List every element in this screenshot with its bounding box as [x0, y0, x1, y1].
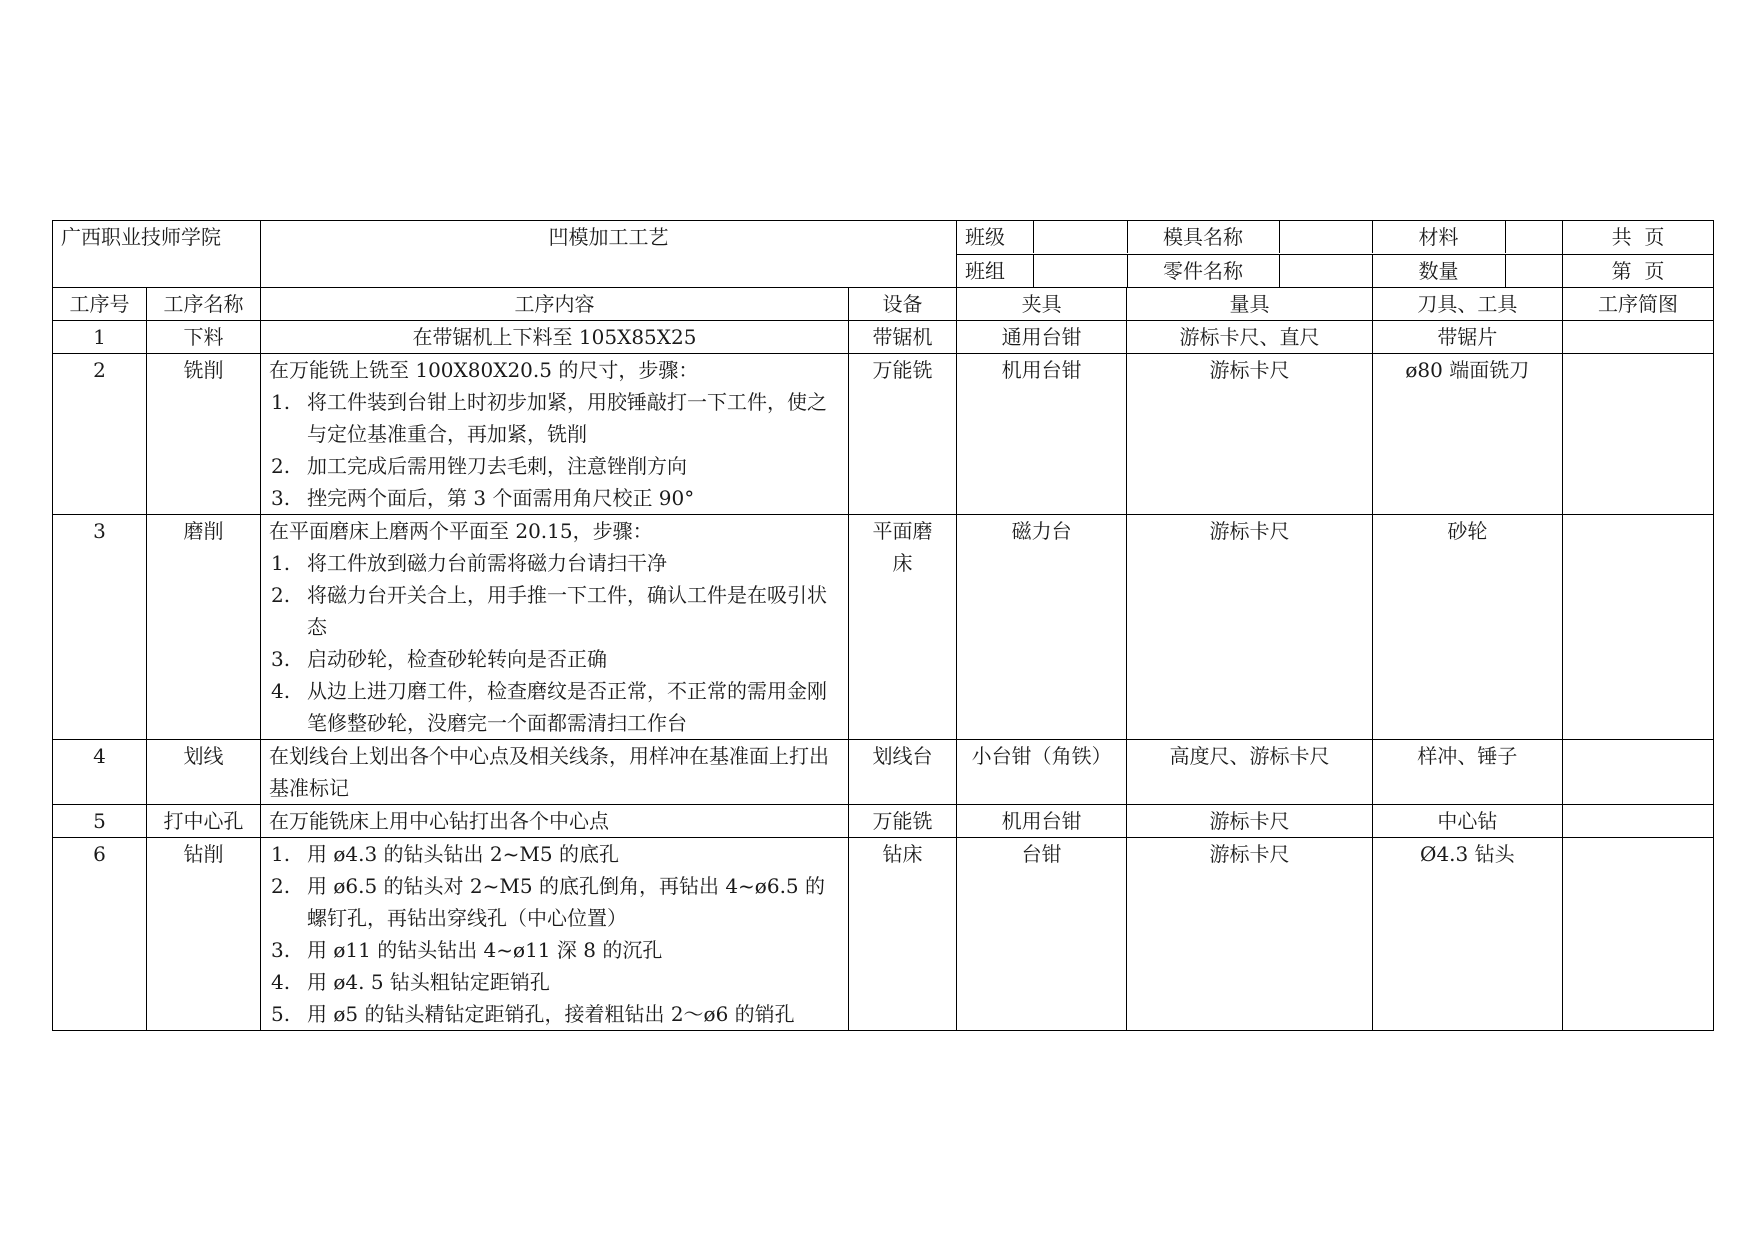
step-content: [261, 354, 849, 515]
step-tools: 砂轮: [1372, 515, 1562, 740]
step-equipment: 划线台: [849, 740, 957, 805]
step-tools: ø80 端面铣刀: [1372, 354, 1562, 515]
step-name: 打中心孔: [147, 805, 261, 838]
part-name-label: 零件名称: [1127, 255, 1279, 287]
step-fixture: 磁力台: [957, 515, 1127, 740]
step-fixture: 机用台钳: [957, 805, 1127, 838]
col-step-no: 工序号: [53, 288, 147, 321]
group-value: [1033, 255, 1127, 287]
material-value: [1506, 221, 1563, 253]
step-tools: 中心钻: [1372, 805, 1562, 838]
step-sketch: [1563, 354, 1714, 515]
document-title: 凹模加工工艺: [261, 221, 957, 288]
process-card-table: [52, 220, 1714, 1031]
table-row: [53, 805, 1714, 838]
institution-name: 广西职业技师学院: [53, 221, 261, 288]
mold-name-label: 模具名称: [1127, 221, 1279, 253]
total-pages-label: 共 页: [1563, 221, 1714, 255]
step-fixture: 台钳: [957, 838, 1127, 1031]
step-no: 6: [53, 838, 147, 1031]
step-no: 1: [53, 321, 147, 354]
col-gauge: 量具: [1127, 288, 1372, 321]
list-item: [269, 966, 840, 998]
step-list: [269, 547, 840, 739]
step-gauge: 游标卡尺、直尺: [1127, 321, 1372, 354]
col-sketch: 工序简图: [1563, 288, 1714, 321]
table-row: [53, 838, 1714, 1031]
table-row: [53, 354, 1714, 515]
list-item: [269, 450, 840, 482]
list-number: 2.: [271, 454, 291, 478]
column-header-row: [53, 288, 1714, 321]
info-subtable-top: [957, 221, 1562, 253]
list-item: [269, 675, 840, 739]
step-name: 划线: [147, 740, 261, 805]
step-tools: Ø4.3 钻头: [1372, 838, 1562, 1031]
step-sketch: [1563, 321, 1714, 354]
list-number: 3.: [271, 938, 291, 962]
list-item: [269, 934, 840, 966]
list-text: 用 ø5 的钻头精钻定距销孔，接着粗钻出 2～ø6 的销孔: [307, 1002, 795, 1026]
step-list: [269, 386, 840, 514]
material-cell: [1372, 221, 1562, 253]
list-number: 2.: [271, 874, 291, 898]
step-sketch: [1563, 740, 1714, 805]
quantity-value: [1506, 255, 1563, 287]
page-label: 第 页: [1563, 254, 1714, 288]
list-item: [269, 643, 840, 675]
info-subtable-bottom: [957, 255, 1562, 287]
list-item: [269, 998, 840, 1030]
list-item: [269, 386, 840, 450]
step-no: 3: [53, 515, 147, 740]
list-number: 2.: [271, 583, 291, 607]
step-no: 4: [53, 740, 147, 805]
step-sketch: [1563, 838, 1714, 1031]
col-equipment: 设备: [849, 288, 957, 321]
info-block-top: [957, 221, 1563, 255]
step-tools: 样冲、锤子: [1372, 740, 1562, 805]
list-number: 4.: [271, 679, 291, 703]
step-equipment: 钻床: [849, 838, 957, 1031]
list-text: 用 ø6.5 的钻头对 2~M5 的底孔倒角，再钻出 4~ø6.5 的螺钉孔，再钻出穿线孔（中心位置）: [307, 874, 826, 930]
col-content: 工序内容: [261, 288, 849, 321]
step-equipment: 带锯机: [849, 321, 957, 354]
part-name-value: [1279, 255, 1372, 287]
list-item: [269, 482, 840, 514]
step-name: 钻削: [147, 838, 261, 1031]
step-name: 下料: [147, 321, 261, 354]
quantity-label: 数量: [1373, 255, 1506, 287]
step-tools: 带锯片: [1372, 321, 1562, 354]
list-text: 将工件装到台钳上时初步加紧，用胶锤敲打一下工件，使之与定位基准重合，再加紧，铣削: [307, 390, 827, 446]
step-equipment: 万能铣: [849, 805, 957, 838]
step-gauge: 游标卡尺: [1127, 805, 1372, 838]
step-content: 在划线台上划出各个中心点及相关线条，用样冲在基准面上打出基准标记: [261, 740, 849, 805]
list-text: 用 ø4. 5 钻头粗钻定距销孔: [307, 970, 550, 994]
list-number: 1.: [271, 551, 291, 575]
list-text: 挫完两个面后，第 3 个面需用角尺校正 90°: [307, 486, 695, 510]
list-number: 1.: [271, 842, 291, 866]
list-number: 3.: [271, 486, 291, 510]
table-row: [53, 321, 1714, 354]
class-value: [1033, 221, 1127, 253]
col-step-name: 工序名称: [147, 288, 261, 321]
step-gauge: 游标卡尺: [1127, 515, 1372, 740]
step-content: 在带锯机上下料至 105X85X25: [261, 321, 849, 354]
list-text: 用 ø11 的钻头钻出 4~ø11 深 8 的沉孔: [307, 938, 663, 962]
list-text: 启动砂轮，检查砂轮转向是否正确: [307, 647, 607, 671]
quantity-cell: [1372, 255, 1562, 287]
col-tools: 刀具、工具: [1372, 288, 1562, 321]
list-text: 将磁力台开关合上，用手推一下工件，确认工件是在吸引状态: [307, 583, 827, 639]
step-name: 磨削: [147, 515, 261, 740]
list-text: 加工完成后需用锉刀去毛刺，注意锉削方向: [307, 454, 687, 478]
step-name: 铣削: [147, 354, 261, 515]
step-sketch: [1563, 805, 1714, 838]
class-label: 班级: [957, 221, 1033, 253]
step-gauge: 游标卡尺: [1127, 838, 1372, 1031]
step-fixture: 机用台钳: [957, 354, 1127, 515]
list-text: 用 ø4.3 的钻头钻出 2~M5 的底孔: [307, 842, 619, 866]
mold-name-value: [1279, 221, 1372, 253]
material-label: 材料: [1373, 221, 1506, 253]
table-row: [53, 515, 1714, 740]
step-intro: 在平面磨床上磨两个平面至 20.15，步骤：: [269, 519, 653, 543]
list-number: 5.: [271, 1002, 291, 1026]
step-equipment: 万能铣: [849, 354, 957, 515]
list-item: [269, 838, 840, 870]
list-number: 1.: [271, 390, 291, 414]
list-number: 4.: [271, 970, 291, 994]
step-fixture: 通用台钳: [957, 321, 1127, 354]
group-label: 班组: [957, 255, 1033, 287]
list-text: 将工件放到磁力台前需将磁力台请扫干净: [307, 551, 667, 575]
step-list: [269, 838, 840, 1030]
list-number: 3.: [271, 647, 291, 671]
col-fixture: 夹具: [957, 288, 1127, 321]
list-text: 从边上进刀磨工件，检查磨纹是否正常，不正常的需用金刚笔修整砂轮，没磨完一个面都需清扫工作台: [307, 679, 827, 735]
step-no: 5: [53, 805, 147, 838]
list-item: [269, 547, 840, 579]
list-item: [269, 579, 840, 643]
table-row: [53, 740, 1714, 805]
step-no: 2: [53, 354, 147, 515]
step-intro: 在万能铣上铣至 100X80X20.5 的尺寸，步骤：: [269, 358, 699, 382]
list-item: [269, 870, 840, 934]
step-content: 在万能铣床上用中心钻打出各个中心点: [261, 805, 849, 838]
step-fixture: 小台钳（角铁）: [957, 740, 1127, 805]
step-gauge: 高度尺、游标卡尺: [1127, 740, 1372, 805]
step-content: [261, 838, 849, 1031]
step-equipment: 平面磨床: [849, 515, 957, 740]
info-block-bottom: [957, 254, 1563, 288]
step-gauge: 游标卡尺: [1127, 354, 1372, 515]
step-sketch: [1563, 515, 1714, 740]
step-content: [261, 515, 849, 740]
